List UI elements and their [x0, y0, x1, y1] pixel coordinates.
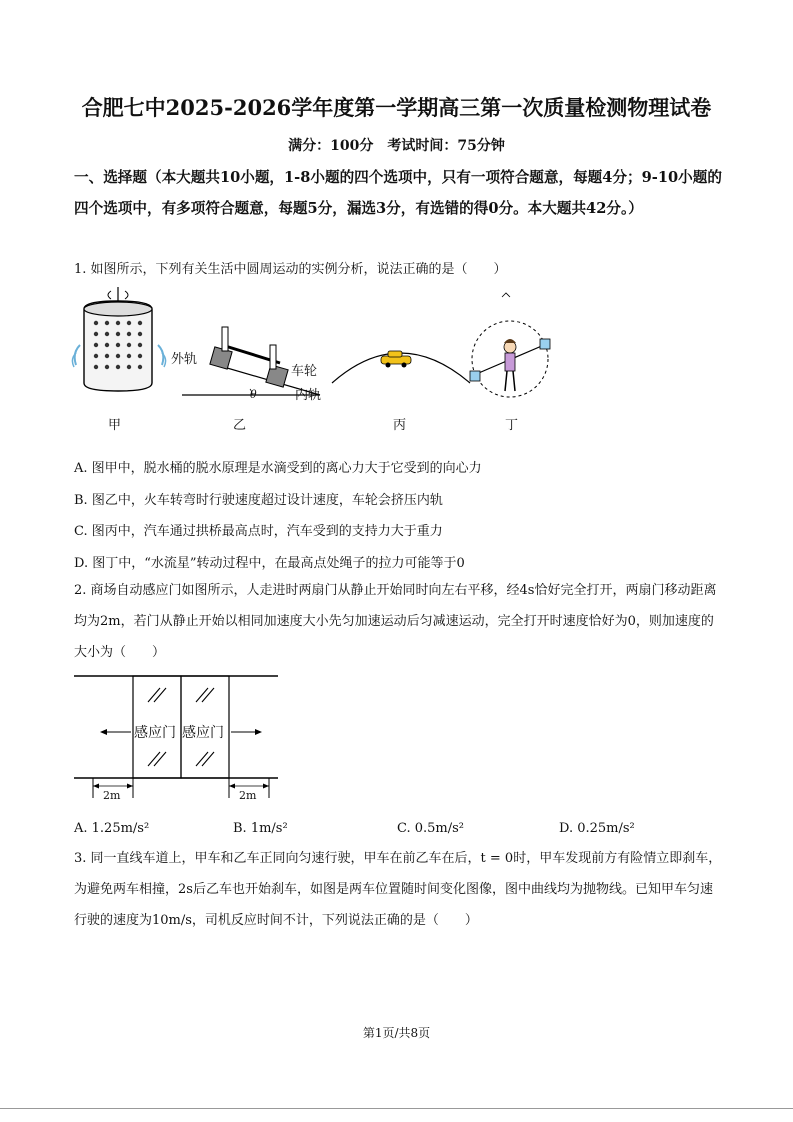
arch-bridge — [332, 351, 470, 383]
question-1-stem: 1. 如图所示，下列有关生活中圆周运动的实例分析，说法正确的是（ ） — [74, 262, 507, 277]
question-2-option-a: A. 1.25m/s² — [74, 821, 150, 836]
question-2-figure — [74, 672, 280, 804]
exam-meta: 满分：100分 考试时间：75分钟 — [288, 138, 505, 154]
spin-dryer-drum — [72, 287, 165, 391]
right-door-label: 感应门 — [182, 725, 224, 741]
water-meteor — [470, 293, 550, 397]
left-distance-label: 2m — [103, 789, 121, 802]
question-2-stem: 2. 商场自动感应门如图所示，人走进时两扇门从静止开始同时向左右平移，经4s恰好完全打开，两扇门移动距离均为2m，若门从静止开始以相同加速度大小先匀加速运动后匀减速运动，完全打开时速度恰好为0，则加速度的大小为（ ） — [74, 583, 717, 660]
page-footer: 第1页/共8页 — [362, 1026, 431, 1040]
question-1-option-b: B. 图乙中，火车转弯时行驶速度超过设计速度，车轮会挤压内轨 — [74, 493, 443, 508]
question-2-option-b: B. 1m/s² — [233, 821, 288, 836]
right-distance-label: 2m — [239, 789, 257, 802]
question-3-stem: 3. 同一直线车道上，甲车和乙车正同向匀速行驶，甲车在前乙车在后，t = 0时，甲车发现前方有险情立即刹车，为避免两车相撞，2s后乙车也开始刹车，如图是两车位置随时间变化图像，图中曲线均为抛物线。已知甲车匀速行驶的速度为10m/s，司机反应时间不计，下列说法正确的是（ ） — [74, 851, 722, 928]
question-1-option-c: C. 图丙中，汽车通过拱桥最高点时，汽车受到的支持力大于重力 — [74, 524, 443, 539]
label-theta: θ — [250, 388, 257, 401]
question-1-option-d: D. 图丁中，“水流星”转动过程中，在最高点处绳子的拉力可能等于0 — [74, 556, 465, 571]
label-inner-rail: 内轨 — [295, 388, 322, 403]
caption-yi: 乙 — [233, 418, 247, 433]
label-wheel: 车轮 — [291, 364, 318, 379]
question-1-option-a: A. 图甲中，脱水桶的脱水原理是水滴受到的离心力大于它受到的向心力 — [74, 461, 482, 476]
page-bottom-divider — [0, 1108, 793, 1109]
label-outer-rail: 外轨 — [171, 352, 198, 367]
caption-jia: 甲 — [108, 418, 122, 433]
question-2-option-c: C. 0.5m/s² — [397, 821, 465, 836]
question-2-option-d: D. 0.25m/s² — [559, 821, 635, 836]
page-title: 合肥七中2025-2026学年度第一学期高三第一次质量检测物理试卷 — [81, 95, 712, 120]
caption-bing: 丙 — [393, 418, 407, 433]
caption-ding: 丁 — [505, 418, 519, 433]
left-door-label: 感应门 — [134, 725, 176, 741]
section-heading: 一、选择题（本大题共10小题，1-8小题的四个选项中，只有一项符合题意，每题4分；9-10小题的四个选项中，有多项符合题意，每题5分，漏选3分，有选错的得0分。本大题共42分。） — [74, 169, 722, 217]
